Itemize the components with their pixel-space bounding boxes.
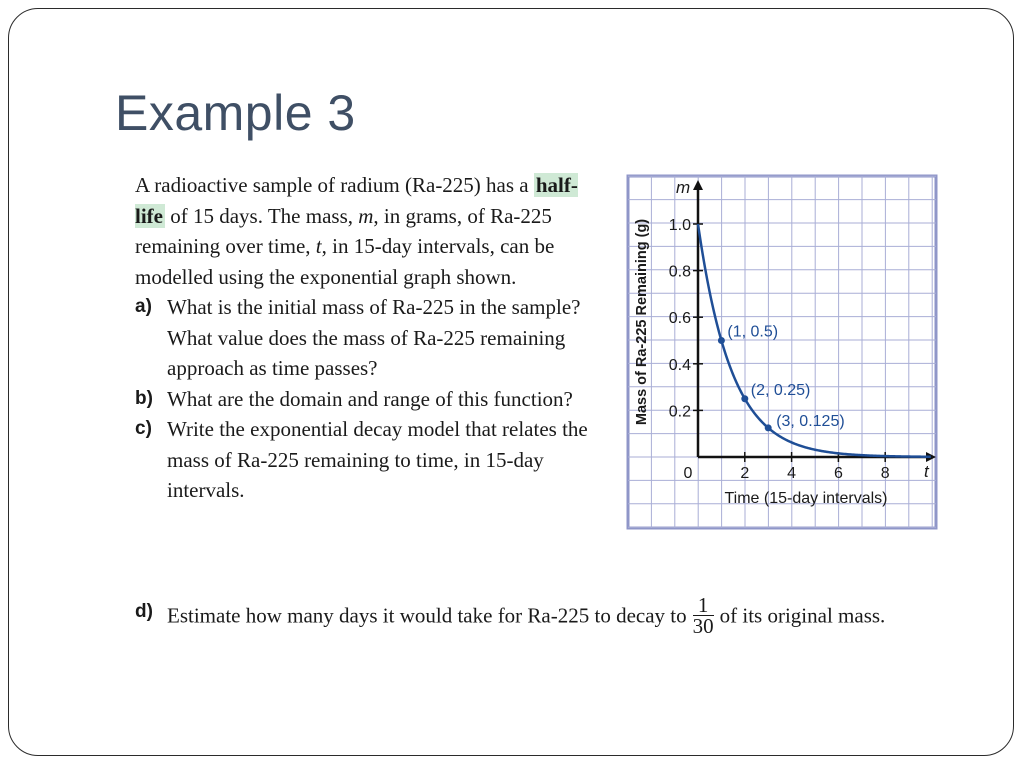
question-d-text-after: of its original mass.	[719, 603, 886, 628]
question-c-text: Write the exponential decay model that relates the mass of Ra-225 remaining to time, in 15-day intervals.	[167, 417, 588, 502]
question-a-label: a)	[135, 296, 152, 317]
question-b-label: b)	[135, 387, 153, 409]
question-d	[135, 593, 987, 638]
fraction	[693, 595, 714, 636]
question-d-label: d)	[135, 601, 153, 622]
question-c-label: c)	[135, 418, 152, 439]
y-tick-label: 0.6	[668, 310, 691, 328]
intro-part3: , in grams, of Ra-225 remaining over time,	[135, 203, 552, 258]
fraction-denominator: 30	[692, 614, 714, 638]
y-axis-title: Mass of Ra-225 Remaining (g)	[634, 218, 650, 426]
intro-part1: A radioactive sample of radium (Ra-225) has a	[135, 173, 534, 197]
intro-part4: , in 15-day intervals, can be modelled using the exponential graph shown.	[135, 234, 555, 289]
question-b-text: What are the domain and range of this function?	[167, 386, 573, 411]
x-tick-label: 8	[880, 465, 890, 482]
intro-part2: of 15 days. The mass,	[164, 203, 359, 228]
question-a	[135, 292, 605, 384]
var-m: m	[358, 203, 374, 228]
question-d-text-before: Estimate how many days it would take for Ra-225 to decay to	[167, 603, 687, 628]
question-b	[135, 384, 605, 415]
y-tick-label: 0.2	[668, 403, 691, 421]
data-point-label: (1, 0.5)	[727, 323, 779, 341]
y-tick-label: 0.8	[668, 263, 691, 281]
x-tick-label: 6	[833, 465, 843, 482]
y-tick-label: 0.4	[668, 356, 691, 374]
problem-intro	[135, 170, 605, 292]
y-axis-var-label: m	[676, 178, 691, 197]
x-tick-label: 4	[787, 465, 797, 482]
x-tick-label: 0	[683, 465, 693, 482]
question-c	[135, 414, 605, 506]
fraction-numerator: 1	[693, 595, 714, 616]
var-t: t	[315, 234, 322, 258]
y-tick-label: 1.0	[668, 217, 691, 234]
problem-text	[135, 170, 605, 506]
half-life-highlight: half-life	[135, 173, 578, 228]
data-point	[741, 395, 748, 402]
x-axis-var-label: t	[924, 462, 929, 481]
data-point-label: (3, 0.125)	[776, 412, 845, 430]
slide-title: Example 3	[115, 85, 356, 141]
x-tick-label: 2	[740, 465, 750, 482]
x-axis-title: Time (15-day intervals)	[724, 490, 888, 507]
question-a-text: What is the initial mass of Ra-225 in the sample? What value does the mass of Ra-225 remaining approach as time passes?	[167, 295, 581, 380]
data-point-label: (2, 0.25)	[750, 381, 811, 399]
decay-chart	[626, 174, 938, 530]
data-point	[765, 424, 772, 431]
data-point	[718, 337, 725, 344]
